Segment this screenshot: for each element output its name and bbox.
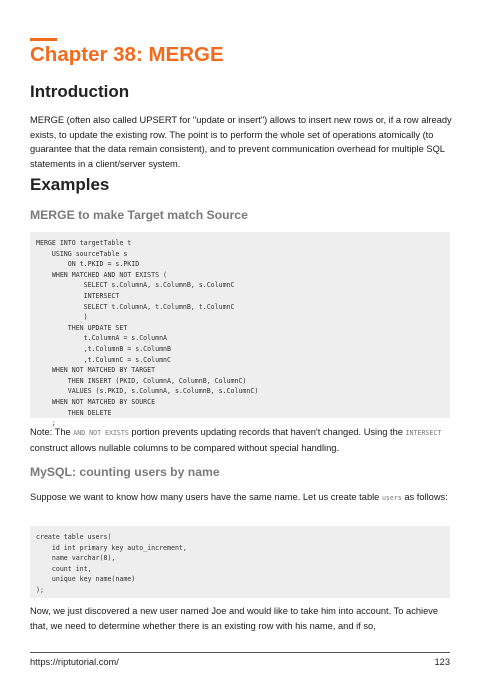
create-table-code-block: create table users( id int primary key auto_increment, name varchar(8), count int, unique key name(name) ); xyxy=(30,526,450,598)
note-text-suffix: construct allows nullable columns to be compared without special handling. xyxy=(30,442,340,453)
inline-code-and-not-exists: AND NOT EXISTS xyxy=(73,429,129,437)
merge-code-block: MERGE INTO targetTable t USING sourceTable s ON t.PKID = s.PKID WHEN MATCHED AND NOT EXISTS ( SELECT s.ColumnA, s.ColumnB, s.ColumnC INTERSECT SELECT t.ColumnA, t.ColumnB, t.ColumnC ) THEN UPDATE SET t.ColumnA = s.ColumnA ,t.ColumnB = s.ColumnB ,t.ColumnC = s.ColumnC WHEN NOT MATCHED BY TARGET THEN INSERT (PKID, ColumnA, ColumnB, ColumnC) VALUES (s.PKID, s.ColumnA, s.ColumnB, s.ColumnC) WHEN NOT MATCHED BY SOURCE THEN DELETE ; xyxy=(30,232,450,418)
mysql-after-paragraph: Now, we just discovered a new user named Joe and would like to take him into account. To achieve that, we need to determine whether there is an existing row with his name, and if so, xyxy=(30,606,439,631)
footer-url: https://riptutorial.com/ xyxy=(30,657,119,667)
footer-divider xyxy=(30,652,450,653)
merge-note-paragraph xyxy=(30,425,455,455)
inline-code-intersect: INTERSECT xyxy=(405,429,442,437)
mysql-section-heading: MySQL: counting users by name xyxy=(30,465,220,479)
introduction-paragraph: MERGE (often also called UPSERT for "update or insert") allows to insert new rows or, if a row already exists, to update the existing row. The point is to perform the whole set of operations atomically (to guarantee that the data remain consistent), and to prevent communication overhead for multiple SQL statements in a client/server system. xyxy=(30,115,452,169)
chapter-title: Chapter 38: MERGE xyxy=(30,43,224,66)
examples-heading: Examples xyxy=(30,175,110,194)
merge-section-heading: MERGE to make Target match Source xyxy=(30,208,248,222)
mysql-intro-paragraph xyxy=(30,490,455,506)
introduction-heading: Introduction xyxy=(30,82,130,101)
chapter-accent-bar xyxy=(30,38,57,41)
mysql-text-prefix: Suppose we want to know how many users have the same name. Let us create table xyxy=(30,492,382,502)
inline-code-users: users xyxy=(381,494,402,502)
note-text-middle: portion prevents updating records that haven't changed. Using the xyxy=(128,427,406,437)
footer-page-number: 123 xyxy=(434,657,450,667)
note-text-prefix: Note: The xyxy=(30,427,74,437)
mysql-text-suffix: as follows: xyxy=(401,492,448,502)
